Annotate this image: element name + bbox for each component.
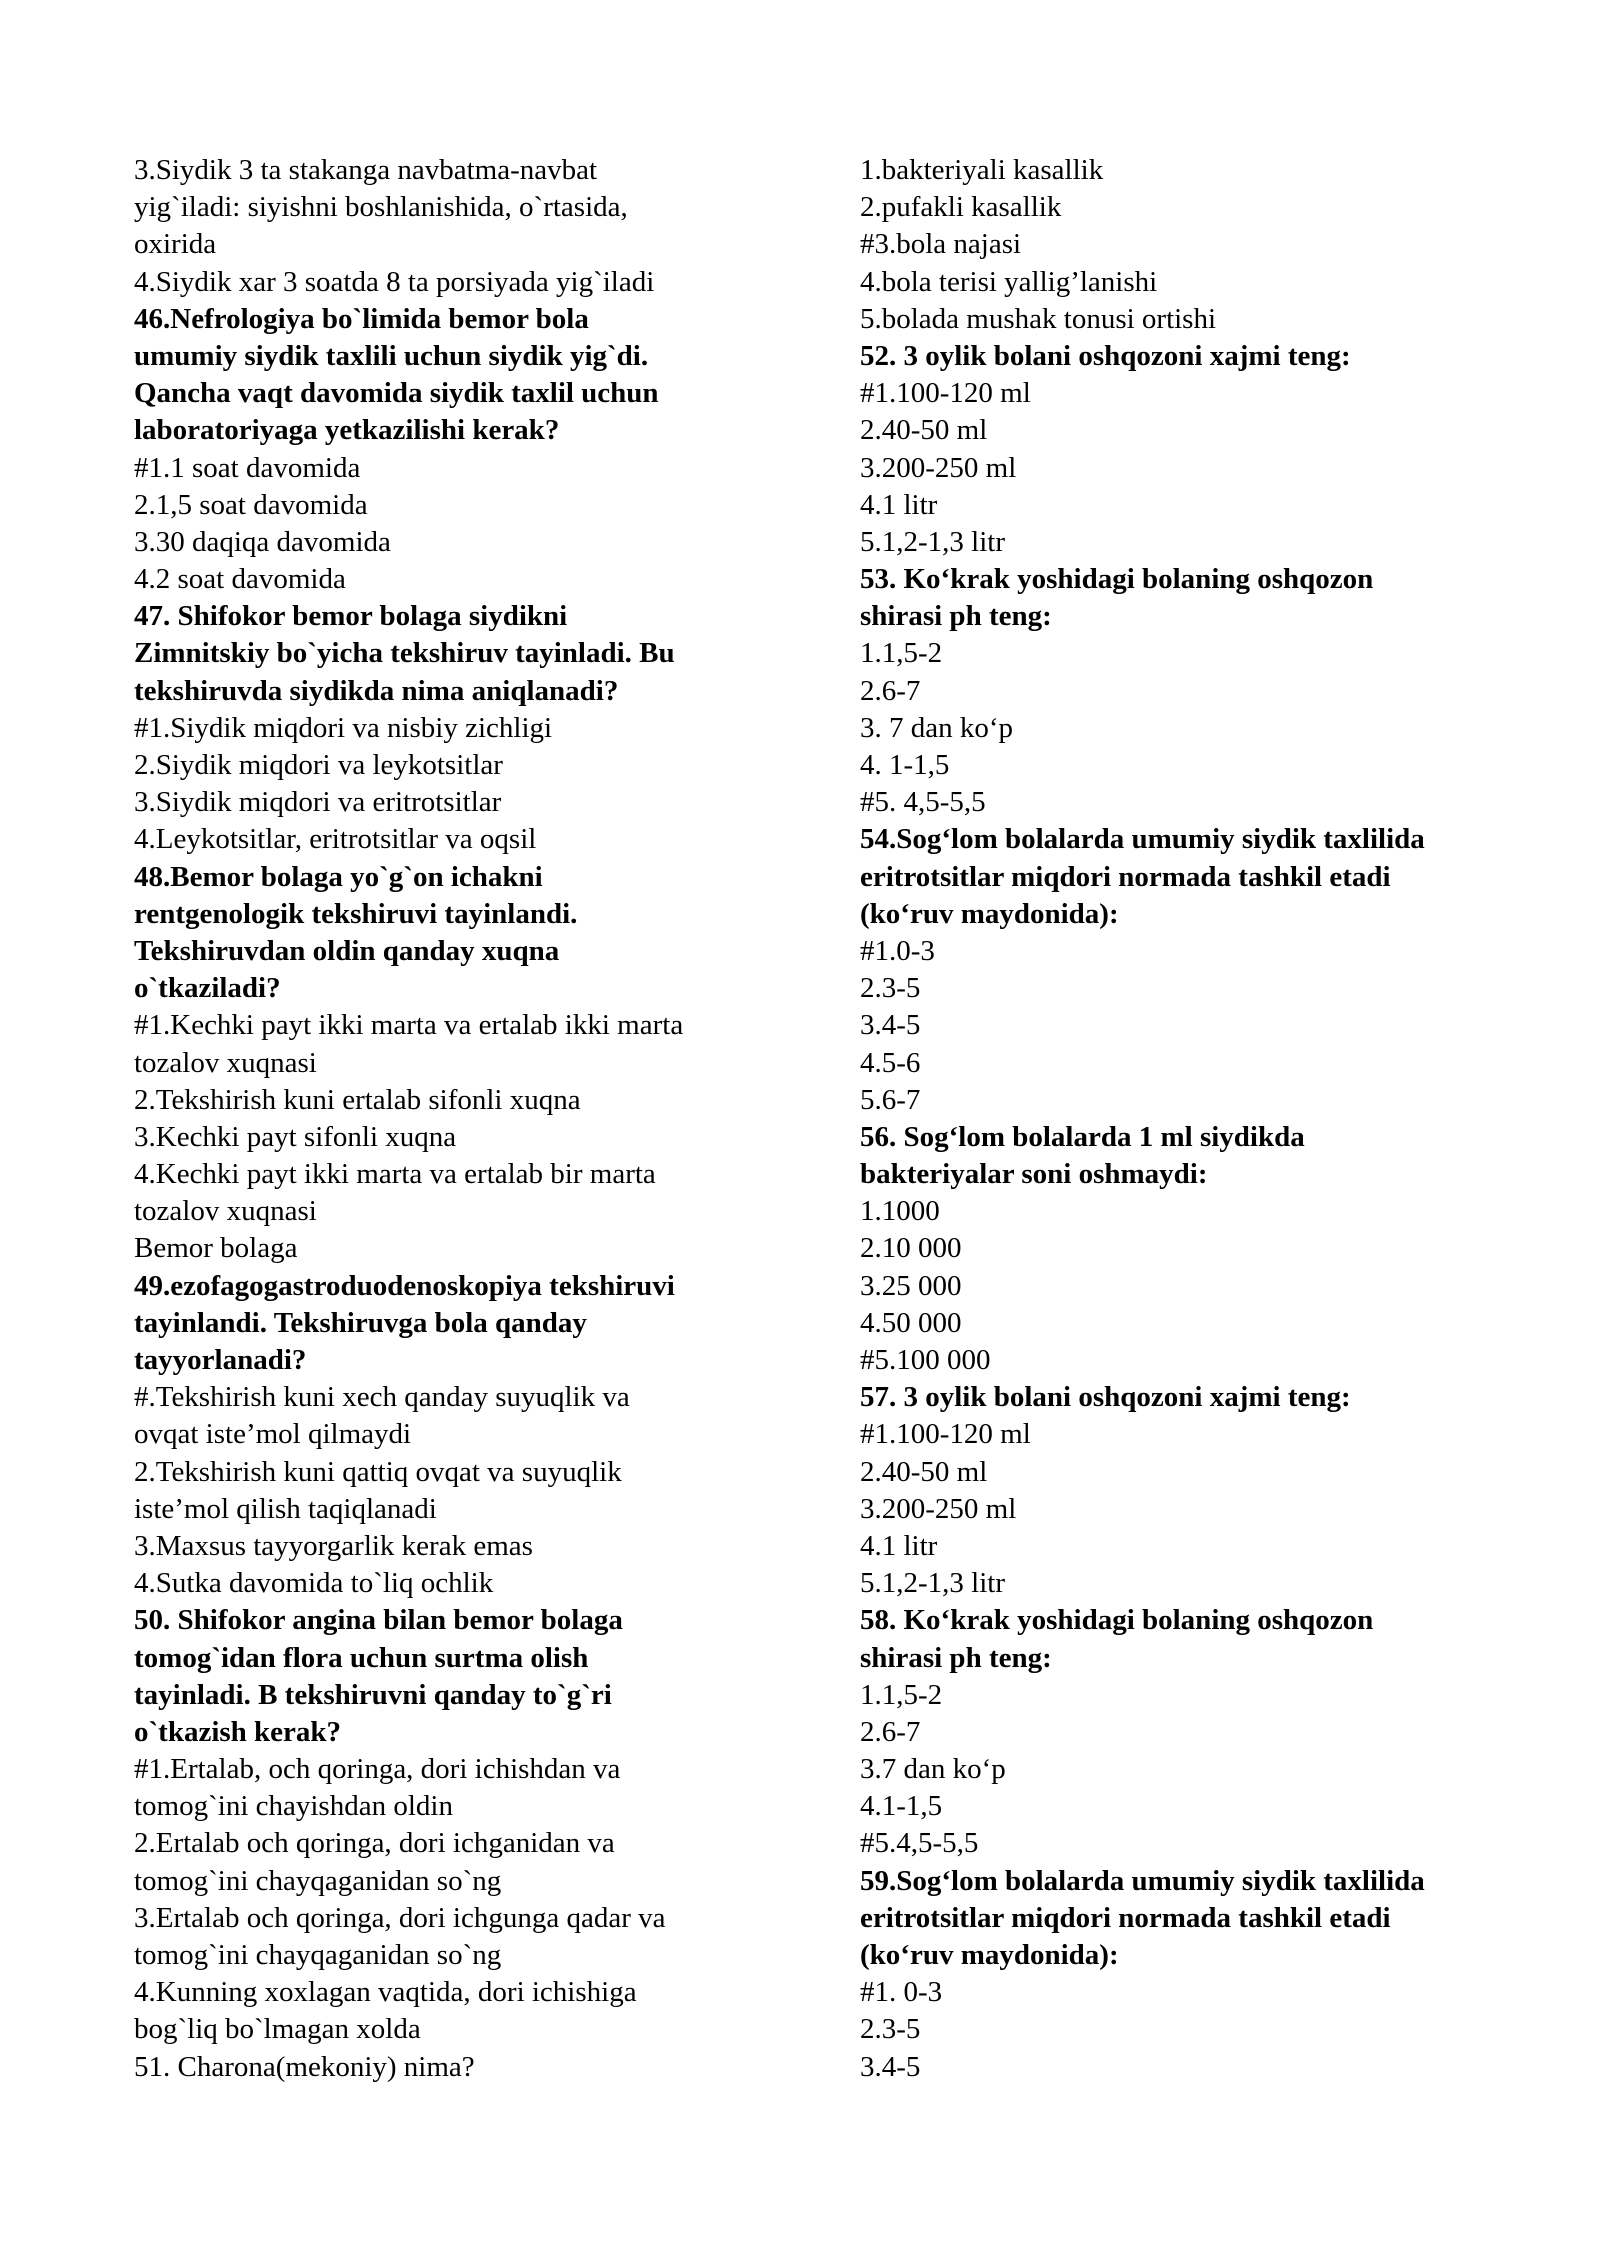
left-text-line: 3.Ertalab och qoringa, dori ichgunga qadar va [134,1901,666,1934]
right-text-line: 5.1,2-1,3 litr [860,525,1005,558]
left-text-line: 4.Kunning xoxlagan vaqtida, dori ichishiga [134,1976,637,2009]
left-question-line: tayyorlanadi? [134,1344,307,1376]
left-text-line: bog`liq bo`lmagan xolda [134,2013,421,2046]
right-text-line: #5.4,5-5,5 [860,1827,979,1860]
right-text-line: 4.1 litr [860,1529,938,1562]
left-question-line: Tekshiruvdan oldin qanday xuqna [134,934,560,967]
right-text-line: 3.4-5 [860,1009,921,1042]
right-text-line: 5.6-7 [860,1083,921,1116]
left-text-line: 3.Siydik 3 ta stakanga navbatma-navbat [134,154,598,186]
left-text-line: #1.1 soat davomida [134,451,361,484]
right-text-line: 2.40-50 ml [860,1455,988,1488]
right-column [860,152,1500,2086]
left-question-line: 46.Nefrologiya bo`limida bemor bola [134,302,589,335]
right-question-line: bakteriyalar soni oshmaydi: [860,1158,1208,1191]
left-text-line: 2.Tekshirish kuni qattiq ovqat va suyuqlik [134,1455,622,1488]
left-question-line: 49.ezofagogastroduodenoskopiya tekshiruvi [134,1269,675,1302]
right-text-line: 2.3-5 [860,972,921,1005]
right-question-line: 57. 3 oylik bolani oshqozoni xajmi teng: [860,1381,1351,1414]
right-text-line: 3.200-250 ml [860,1492,1017,1525]
left-question-line: umumiy siydik taxlili uchun siydik yig`di. [134,339,649,372]
right-text-line: 5.1,2-1,3 litr [860,1567,1005,1600]
right-question-line: 52. 3 oylik bolani oshqozoni xajmi teng: [860,339,1351,372]
left-question-line: Qancha vaqt davomida siydik taxlil uchun [134,377,659,410]
left-text-line: 4.Sutka davomida to`liq ochlik [134,1567,494,1600]
right-text-line: 4.1 litr [860,488,938,521]
right-question-line: shirasi ph teng: [860,600,1052,633]
right-text-line: 4.5-6 [860,1046,921,1079]
left-text-line: 2.1,5 soat davomida [134,488,368,521]
left-text-line: 2.Tekshirish kuni ertalab sifonli xuqna [134,1083,581,1116]
left-text-line: ovqat iste’mol qilmaydi [134,1418,412,1451]
right-text-line: #1.100-120 ml [860,377,1031,410]
left-text-line: 2.Siydik miqdori va leykotsitlar [134,749,503,781]
left-question-line: o`tkaziladi? [134,972,281,1005]
right-question-line: shirasi ph teng: [860,1641,1052,1674]
left-question-line: tekshiruvda siydikda nima aniqlanadi? [134,674,619,707]
right-text-line: 4.50 000 [860,1306,962,1339]
left-question-line: tayinladi. B tekshiruvni qanday to`g`ri [134,1678,612,1711]
right-question-line: 59.Sog‘lom bolalarda umumiy siydik taxlilida [860,1864,1425,1897]
right-question-line: 56. Sog‘lom bolalarda 1 ml siydikda [860,1120,1305,1153]
right-text-line: 3.200-250 ml [860,451,1017,484]
right-text-line: #1.0-3 [860,934,935,967]
left-question-line: Zimnitskiy bo`yicha tekshiruv tayinladi. Bu [134,637,675,670]
left-question-line: tayinlandi. Tekshiruvga bola qanday [134,1306,587,1339]
right-text-line: 2.3-5 [860,2013,921,2046]
left-text-line: 2.Ertalab och qoringa, dori ichganidan va [134,1827,615,1860]
right-text-line: #5.100 000 [860,1344,991,1376]
right-text-line: 2.40-50 ml [860,414,988,447]
left-text-line: 4.Siydik xar 3 soatda 8 ta porsiyada yig`iladi [134,265,655,298]
right-question-line: 53. Ko‘krak yoshidagi bolaning oshqozon [860,563,1374,596]
left-text-line: tomog`ini chayishdan oldin [134,1790,453,1823]
left-text-line: #1.Ertalab, och qoringa, dori ichishdan va [134,1753,621,1786]
right-text-line: 2.10 000 [860,1232,962,1265]
right-text-line: 4. 1-1,5 [860,749,950,781]
left-question-line: rentgenologik tekshiruvi tayinlandi. [134,897,578,930]
left-text-line: yig`iladi: siyishni boshlanishida, o`rtasida, [134,191,628,224]
right-question-line: (ko‘ruv maydonida): [860,1939,1119,1971]
right-text-line: 2.6-7 [860,674,921,707]
right-question-line: (ko‘ruv maydonida): [860,897,1119,930]
left-question-line: o`tkazish kerak? [134,1715,342,1748]
left-text-line: #.Tekshirish kuni xech qanday suyuqlik va [134,1381,630,1414]
left-text-line: 3.30 daqiqa davomida [134,525,391,558]
right-question-line: eritrotsitlar miqdori normada tashkil etadi [860,860,1391,893]
right-text-line: #5. 4,5-5,5 [860,786,986,819]
left-text-line: 4.Leykotsitlar, eritrotsitlar va oqsil [134,823,537,856]
right-text-line: #1.100-120 ml [860,1418,1031,1451]
left-text-line: Bemor bolaga [134,1232,298,1265]
right-text-line: #1. 0-3 [860,1976,943,2009]
right-text-line: 4.bola terisi yallig’lanishi [860,265,1158,298]
right-text-line: 3.7 dan ko‘p [860,1753,1006,1786]
left-text-line: #1.Kechki payt ikki marta va ertalab ikki marta [134,1009,684,1042]
left-question-line: 50. Shifokor angina bilan bemor bolaga [134,1604,623,1637]
left-text-line: 51. Charona(mekoniy) nima? [134,2050,475,2083]
left-text-line: tomog`ini chayqaganidan so`ng [134,1939,502,1971]
right-text-line: 5.bolada mushak tonusi ortishi [860,302,1217,335]
right-text-line: 3.25 000 [860,1269,962,1302]
left-text-line: #1.Siydik miqdori va nisbiy zichligi [134,711,553,744]
left-text-line: 4.Kechki payt ikki marta va ertalab bir marta [134,1158,656,1191]
left-column [134,152,774,2086]
left-text-line: tozalov xuqnasi [134,1046,317,1079]
right-text-line: 1.1000 [860,1195,940,1228]
left-question-line: 47. Shifokor bemor bolaga siydikni [134,600,568,633]
left-text-line: 3.Kechki payt sifonli xuqna [134,1120,457,1153]
right-text-line: 2.6-7 [860,1715,921,1748]
left-question-line: 48.Bemor bolaga yo`g`on ichakni [134,860,543,893]
right-text-line: 4.1-1,5 [860,1790,943,1823]
right-question-line: 54.Sog‘lom bolalarda umumiy siydik taxlilida [860,823,1425,856]
right-text-line: 3. 7 dan ko‘p [860,711,1014,744]
right-question-line: eritrotsitlar miqdori normada tashkil etadi [860,1901,1391,1934]
right-text-line: 1.bakteriyali kasallik [860,154,1104,186]
left-question-line: laboratoriyaga yetkazilishi kerak? [134,414,560,447]
right-text-line: 2.pufakli kasallik [860,191,1062,224]
right-question-line: 58. Ko‘krak yoshidagi bolaning oshqozon [860,1604,1374,1637]
left-text-line: iste’mol qilish taqiqlanadi [134,1492,437,1525]
left-text-line: 3.Siydik miqdori va eritrotsitlar [134,786,502,819]
left-question-line: tomog`idan flora uchun surtma olish [134,1641,589,1674]
right-text-line: 3.4-5 [860,2050,921,2083]
left-text-line: oxirida [134,228,217,261]
right-text-line: #3.bola najasi [860,228,1022,261]
left-text-line: tomog`ini chayqaganidan so`ng [134,1864,502,1897]
left-text-line: 3.Maxsus tayyorgarlik kerak emas [134,1529,533,1562]
left-text-line: tozalov xuqnasi [134,1195,317,1228]
right-text-line: 1.1,5-2 [860,637,943,670]
right-text-line: 1.1,5-2 [860,1678,943,1711]
left-text-line: 4.2 soat davomida [134,563,346,596]
